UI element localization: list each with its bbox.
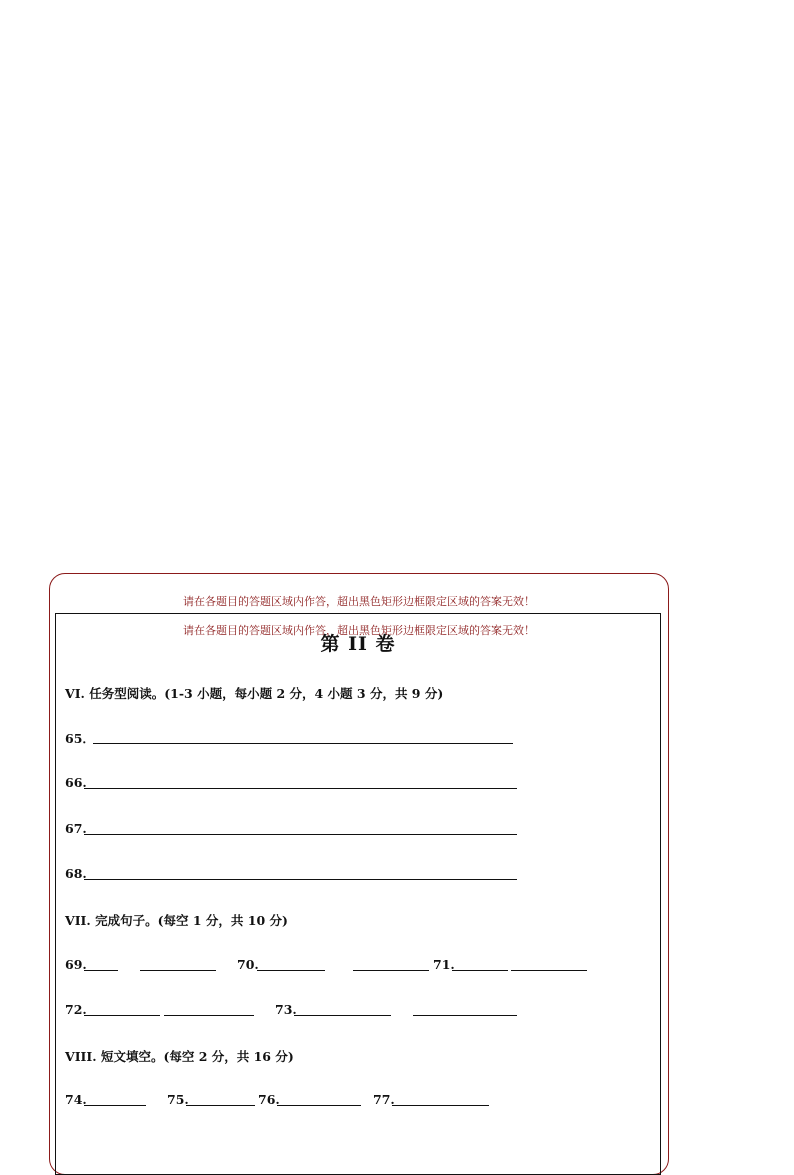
q67-label: 67. xyxy=(65,821,87,836)
q75-label: 75. xyxy=(167,1092,189,1107)
q74-label: 74. xyxy=(65,1092,87,1107)
q72-blank-b[interactable] xyxy=(164,1015,254,1016)
section-viii-heading: VIII. 短文填空。(每空 2 分，共 16 分) xyxy=(65,1049,294,1064)
q75-blank[interactable] xyxy=(186,1105,255,1106)
q72-blank-a[interactable] xyxy=(84,1015,160,1016)
q77-blank[interactable] xyxy=(392,1105,489,1106)
q71-label: 71. xyxy=(433,957,455,972)
section-vi-heading: VI. 任务型阅读。(1-3 小题，每小题 2 分，4 小题 3 分，共 9 分) xyxy=(65,686,444,701)
q65-label: 65． xyxy=(65,731,95,746)
q69-blank-a[interactable] xyxy=(84,970,118,971)
q72-label: 72. xyxy=(65,1002,87,1017)
q70-blank-a[interactable] xyxy=(257,970,325,971)
answer-area-notice: 请在各题目的答题区域内作答，超出黑色矩形边框限定区域的答案无效！ xyxy=(183,595,535,608)
q76-label: 76. xyxy=(258,1092,280,1107)
q69-blank-b[interactable] xyxy=(140,970,216,971)
section-title: 第 II 卷 xyxy=(320,633,396,655)
q68-label: 68. xyxy=(65,866,87,881)
q73-label: 73. xyxy=(275,1002,297,1017)
q66-blank[interactable] xyxy=(84,788,517,789)
q70-blank-b[interactable] xyxy=(353,970,429,971)
q71-blank-b[interactable] xyxy=(511,970,587,971)
section-vii-heading: VII. 完成句子。(每空 1 分，共 10 分) xyxy=(65,913,288,928)
q68-blank[interactable] xyxy=(84,879,517,880)
q76-blank[interactable] xyxy=(277,1105,361,1106)
q67-blank[interactable] xyxy=(84,834,517,835)
q73-blank-a[interactable] xyxy=(294,1015,391,1016)
q77-label: 77. xyxy=(373,1092,395,1107)
q71-blank-a[interactable] xyxy=(452,970,508,971)
q69-label: 69. xyxy=(65,957,87,972)
q74-blank[interactable] xyxy=(84,1105,146,1106)
q70-label: 70. xyxy=(237,957,259,972)
q66-label: 66. xyxy=(65,775,87,790)
answer-area-notice-repeat: 请在各题目的答题区域内作答，超出黑色矩形边框限定区域的答案无效！ xyxy=(183,624,535,637)
answer-box xyxy=(55,613,661,1175)
q73-blank-b[interactable] xyxy=(413,1015,517,1016)
q65-blank[interactable] xyxy=(93,743,513,744)
